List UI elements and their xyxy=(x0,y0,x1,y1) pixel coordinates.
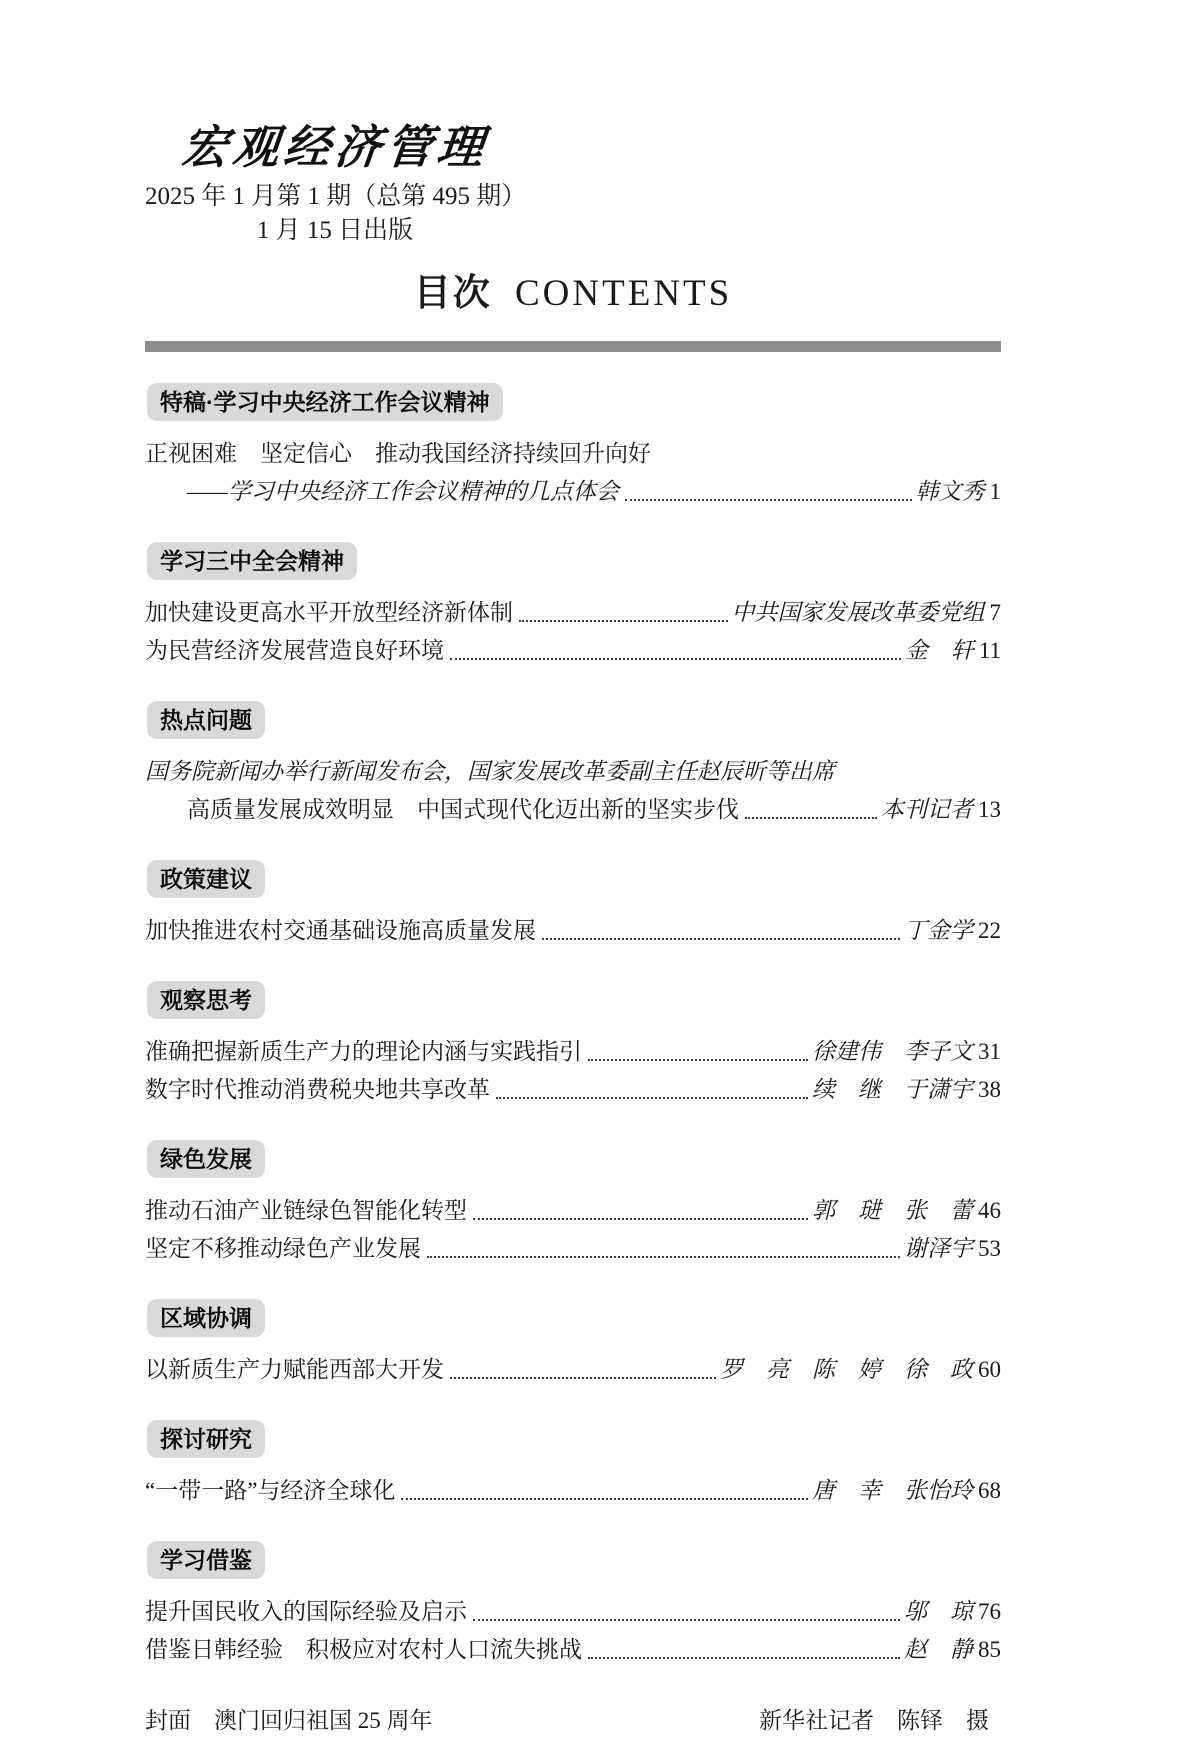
section-label: 特稿·学习中央经济工作会议精神 xyxy=(147,383,503,421)
page-number: 11 xyxy=(978,638,1001,663)
article-authors: 中共国家发展改革委党组 xyxy=(731,600,985,625)
article-title: 加快推进农村交通基础设施高质量发展 xyxy=(145,918,536,943)
article-title: 准确把握新质生产力的理论内涵与实践指引 xyxy=(145,1039,582,1064)
page-number: 7 xyxy=(989,600,1001,625)
toc-row xyxy=(145,791,1001,829)
toc-row xyxy=(145,1192,1001,1230)
article-title: 坚定不移推动绿色产业发展 xyxy=(145,1236,421,1261)
dot-leader xyxy=(588,1657,900,1659)
toc-entry xyxy=(145,753,1001,829)
article-authors: 罗 亮 陈 婷 徐 政 xyxy=(720,1357,973,1382)
section-xuexijiejian xyxy=(145,1541,1001,1669)
toc-row xyxy=(145,1230,1001,1268)
dot-leader xyxy=(473,1218,808,1220)
section-tantaoyanjiu xyxy=(145,1420,1001,1510)
article-authors: 金 轩 xyxy=(904,638,974,663)
page-number: 38 xyxy=(978,1077,1001,1102)
section-redianwenti xyxy=(145,701,1001,829)
section-sanzhongquanhui xyxy=(145,542,1001,670)
cover-credit-line xyxy=(145,1703,1001,1739)
issue-line: 2025 年 1 月第 1 期（总第 495 期） xyxy=(145,183,527,210)
toc-row xyxy=(145,1631,1001,1669)
article-authors: 唐 幸 张怡玲 xyxy=(812,1478,973,1503)
toc-row xyxy=(145,632,1001,670)
section-label: 区域协调 xyxy=(147,1299,265,1337)
page-header xyxy=(145,118,1001,352)
page-number: 68 xyxy=(978,1478,1001,1503)
dot-leader xyxy=(625,499,912,501)
article-title: 以新质生产力赋能西部大开发 xyxy=(145,1357,444,1382)
section-quyuxietiao xyxy=(145,1299,1001,1389)
article-title: 加快建设更高水平开放型经济新体制 xyxy=(145,600,513,625)
article-kicker: 国务院新闻办举行新闻发布会，国家发展改革委副主任赵辰昕等出席 xyxy=(145,759,835,784)
dot-leader xyxy=(450,1377,716,1379)
section-label: 学习三中全会精神 xyxy=(147,542,357,580)
section-label: 绿色发展 xyxy=(147,1140,265,1178)
section-label: 学习借鉴 xyxy=(147,1541,265,1579)
page-number: 13 xyxy=(978,797,1001,822)
dot-leader xyxy=(588,1059,808,1061)
dot-leader xyxy=(745,817,877,819)
section-tegao xyxy=(145,383,1001,511)
page-number: 31 xyxy=(978,1039,1001,1064)
article-title: 为民营经济发展营造良好环境 xyxy=(145,638,444,663)
article-authors: 谢泽宇 xyxy=(904,1236,973,1261)
dot-leader xyxy=(519,620,728,622)
publish-date-line: 1 月 15 日出版 xyxy=(256,217,414,244)
cover-caption: 封面 澳门回归祖国 25 周年 xyxy=(145,1708,433,1733)
toc-row xyxy=(145,1472,1001,1510)
divider-bar xyxy=(145,341,1001,352)
toc-row xyxy=(145,1033,1001,1071)
article-title: 提升国民收入的国际经验及启示 xyxy=(145,1599,467,1624)
article-subtitle: ——学习中央经济工作会议精神的几点体会 xyxy=(187,479,619,504)
toc-page xyxy=(145,0,1001,1739)
cover-photo-credit: 新华社记者 陈铎 摄 xyxy=(759,1708,989,1733)
article-authors: 韩文秀 xyxy=(915,479,985,504)
contents-title-cn: 目次 xyxy=(413,272,492,313)
dot-leader xyxy=(473,1619,900,1621)
toc-entry xyxy=(145,435,1001,511)
article-title: “一带一路”与经济全球化 xyxy=(145,1478,396,1503)
section-label: 探讨研究 xyxy=(147,1420,265,1458)
article-authors: 续 继 于潇宇 xyxy=(812,1077,973,1102)
section-zhengcejianyi xyxy=(145,860,1001,950)
section-label: 观察思考 xyxy=(147,981,265,1019)
masthead xyxy=(145,118,525,248)
toc-row xyxy=(145,473,1001,511)
dot-leader xyxy=(496,1097,808,1099)
section-lvsefazhan xyxy=(145,1140,1001,1268)
dot-leader xyxy=(401,1498,808,1500)
toc-row xyxy=(145,1593,1001,1631)
article-authors: 郭 琎 张 蕾 xyxy=(812,1198,973,1223)
article-authors: 丁金学 xyxy=(904,918,973,943)
article-title: 数字时代推动消费税央地共享改革 xyxy=(145,1077,490,1102)
article-title: 借鉴日韩经验 积极应对农村人口流失挑战 xyxy=(145,1637,582,1662)
article-authors: 本刊记者 xyxy=(881,797,973,822)
page-number: 22 xyxy=(978,918,1001,943)
contents-title xyxy=(145,270,1001,317)
toc-row xyxy=(145,1071,1001,1109)
toc-body xyxy=(145,383,1001,1669)
toc-row xyxy=(145,1351,1001,1389)
section-label: 政策建议 xyxy=(147,860,265,898)
toc-row xyxy=(145,594,1001,632)
article-authors: 赵 静 xyxy=(904,1637,973,1662)
toc-row xyxy=(145,912,1001,950)
section-guanchasikao xyxy=(145,981,1001,1109)
article-authors: 邬 琼 xyxy=(904,1599,973,1624)
page-number: 46 xyxy=(978,1198,1001,1223)
page-number: 53 xyxy=(978,1236,1001,1261)
article-authors: 徐建伟 李子文 xyxy=(812,1039,973,1064)
article-title: 高质量发展成效明显 中国式现代化迈出新的坚实步伐 xyxy=(187,797,739,822)
dot-leader xyxy=(450,658,901,660)
dot-leader xyxy=(427,1256,900,1258)
article-kicker: 正视困难 坚定信心 推动我国经济持续回升向好 xyxy=(145,441,651,466)
contents-title-en: CONTENTS xyxy=(515,273,733,314)
journal-logo: 宏观经济管理 xyxy=(179,120,491,174)
section-label: 热点问题 xyxy=(147,701,265,739)
article-title: 推动石油产业链绿色智能化转型 xyxy=(145,1198,467,1223)
page-number: 85 xyxy=(978,1637,1001,1662)
page-number: 1 xyxy=(989,479,1001,504)
page-number: 76 xyxy=(978,1599,1001,1624)
page-number: 60 xyxy=(978,1357,1001,1382)
dot-leader xyxy=(542,938,900,940)
